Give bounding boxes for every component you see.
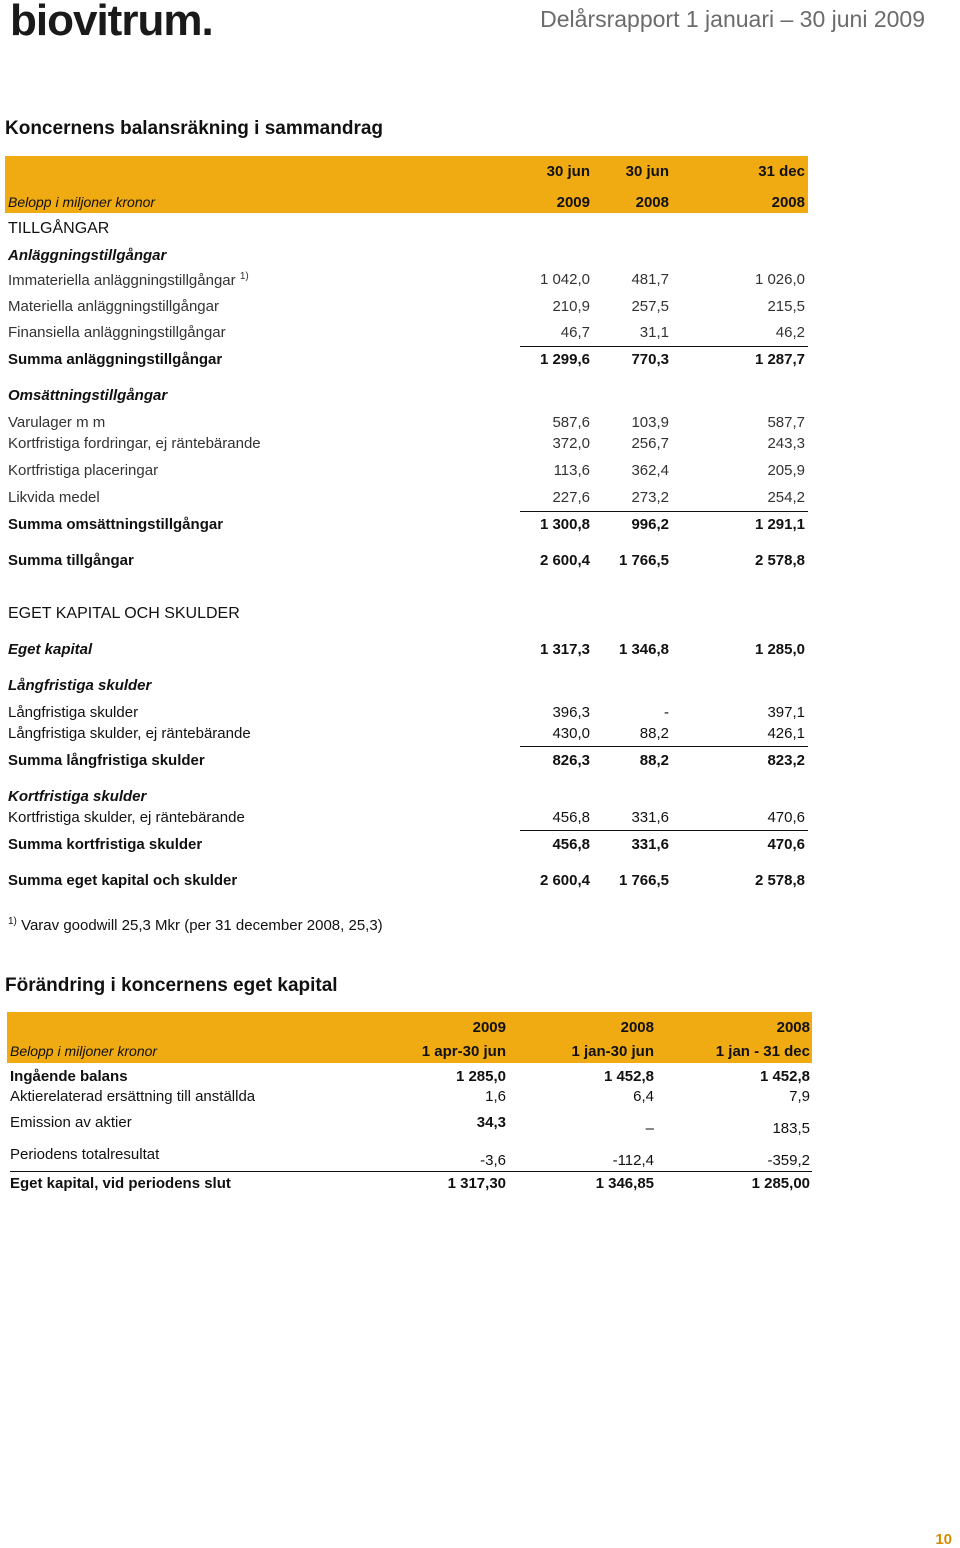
subtotal-rule xyxy=(520,346,808,347)
row-value-3: -359,2 xyxy=(767,1152,810,1169)
row-label: Långfristiga skulder, ej räntebärande xyxy=(8,725,251,742)
table-row xyxy=(8,516,808,536)
table-row xyxy=(8,872,808,892)
row-value-1: 113,6 xyxy=(553,462,590,479)
subtotal-rule xyxy=(520,746,808,747)
row-value-2: – xyxy=(645,1120,654,1137)
row-value-3: 470,6 xyxy=(767,836,805,853)
row-value-3: 1 285,0 xyxy=(754,641,805,658)
table-row xyxy=(8,462,808,482)
row-value-2: 1 346,85 xyxy=(595,1175,654,1192)
table-row xyxy=(10,1068,812,1088)
col-year-3: 2008 xyxy=(771,194,805,211)
row-label: Immateriella anläggningstillgångar $^{1)}$ xyxy=(8,271,249,289)
row-label: Kortfristiga skulder, ej räntebärande xyxy=(8,809,245,826)
footnote-ref: 1) xyxy=(239,271,249,282)
subtotal-rule xyxy=(520,830,808,831)
col-date-2: 30 jun xyxy=(625,163,669,180)
row-value-2: 770,3 xyxy=(631,351,669,368)
row-label: Varulager m m xyxy=(8,414,106,431)
current-heading-label: Omsättningstillgångar xyxy=(8,387,168,404)
eq-col-period-1: 1 apr-30 jun xyxy=(421,1043,506,1060)
noncurrent-heading-label: Anläggningstillgångar xyxy=(8,247,167,264)
balance-header-top-row xyxy=(8,163,808,183)
row-value-1: 210,9 xyxy=(552,298,590,315)
equity-liabilities-heading-label: EGET KAPITAL OCH SKULDER xyxy=(8,605,240,622)
row-value-1: 1 317,3 xyxy=(539,641,590,658)
eq-col-year-3: 2008 xyxy=(776,1019,810,1036)
row-label: Ingående balans xyxy=(10,1068,128,1085)
equity-change-title: Förändring i koncernens eget kapital xyxy=(5,975,338,996)
row-value-3: 1 285,00 xyxy=(751,1175,810,1192)
table-row xyxy=(8,414,808,434)
row-value-2: 88,2 xyxy=(639,725,669,742)
table-row xyxy=(8,298,808,318)
row-value-3: 205,9 xyxy=(767,462,805,479)
subtotal-rule xyxy=(520,511,808,512)
row-value-2: 331,6 xyxy=(631,809,669,826)
row-label: Kortfristiga fordringar, ej räntebärande xyxy=(8,435,261,452)
row-value-3: 7,9 xyxy=(789,1088,810,1105)
table-row xyxy=(8,641,808,661)
table-row xyxy=(8,752,808,772)
eq-unit-label: Belopp i miljoner kronor xyxy=(10,1043,158,1059)
row-value-1: 826,3 xyxy=(552,752,590,769)
row-value-2: 1 766,5 xyxy=(618,552,669,569)
equity-liabilities-heading xyxy=(8,605,808,625)
table-row xyxy=(10,1114,812,1137)
row-value-2: - xyxy=(664,704,669,721)
row-value-1: 1,6 xyxy=(485,1088,506,1105)
row-value-1: -3,6 xyxy=(480,1152,506,1169)
row-value-3: 2 578,8 xyxy=(754,552,805,569)
row-value-1: 1 317,30 xyxy=(447,1175,506,1192)
row-label: Summa omsättningstillgångar xyxy=(8,516,224,533)
row-value-1: 2 600,4 xyxy=(539,872,590,889)
row-label: Aktierelaterad ersättning till anställda xyxy=(10,1088,256,1105)
st-heading-label: Kortfristiga skulder xyxy=(8,788,147,805)
row-value-1: 456,8 xyxy=(552,809,590,826)
row-value-2: 103,9 xyxy=(631,414,669,431)
footnote-mark: 1) xyxy=(8,916,17,927)
row-value-1: 456,8 xyxy=(552,836,590,853)
row-value-3: 46,2 xyxy=(775,324,805,341)
assets-heading-label: TILLGÅNGAR xyxy=(8,220,110,237)
row-label: Summa tillgångar xyxy=(8,552,134,569)
row-value-3: 1 026,0 xyxy=(754,271,805,288)
unit-label: Belopp i miljoner kronor xyxy=(8,194,156,210)
row-label: Långfristiga skulder xyxy=(8,704,139,721)
row-value-2: 88,2 xyxy=(639,752,669,769)
assets-heading xyxy=(8,220,808,240)
row-value-3: 215,5 xyxy=(767,298,805,315)
table-row xyxy=(8,271,808,291)
footnote-text: Varav goodwill 25,3 Mkr (per 31 december 2008, 25,3) xyxy=(21,917,383,934)
row-label: Periodens totalresultat xyxy=(10,1146,160,1163)
table-row xyxy=(8,552,808,572)
row-value-1: 430,0 xyxy=(552,725,590,742)
biovitrum-logo: biovitrum. xyxy=(10,0,213,45)
row-value-3: 2 578,8 xyxy=(754,872,805,889)
row-label: Kortfristiga placeringar xyxy=(8,462,159,479)
row-value-2: 362,4 xyxy=(631,462,669,479)
row-value-2: -112,4 xyxy=(612,1152,654,1169)
row-value-1: 227,6 xyxy=(552,489,590,506)
eq-col-year-2: 2008 xyxy=(620,1019,654,1036)
row-label: Summa långfristiga skulder xyxy=(8,752,205,769)
row-value-2: 331,6 xyxy=(631,836,669,853)
eq-col-year-1: 2009 xyxy=(472,1019,506,1036)
lt-heading xyxy=(8,677,808,697)
row-value-2: 996,2 xyxy=(631,516,669,533)
col-date-1: 30 jun xyxy=(546,163,590,180)
current-heading xyxy=(8,387,808,407)
report-title: Delårsrapport 1 januari – 30 juni 2009 xyxy=(540,6,925,32)
table-row xyxy=(10,1146,812,1169)
row-value-2: 481,7 xyxy=(631,271,669,288)
balance-sheet-title: Koncernens balansräkning i sammandrag xyxy=(5,118,384,139)
page-number: 10 xyxy=(935,1531,952,1548)
row-value-1: 1 285,0 xyxy=(455,1068,506,1085)
row-value-2: 6,4 xyxy=(633,1088,654,1105)
row-value-1: 2 600,4 xyxy=(539,552,590,569)
row-value-1: 1 299,6 xyxy=(539,351,590,368)
row-value-1: 587,6 xyxy=(552,414,590,431)
row-value-2: 1 346,8 xyxy=(618,641,669,658)
row-label: Summa eget kapital och skulder xyxy=(8,872,238,889)
row-value-1: 46,7 xyxy=(560,324,590,341)
row-value-3: 587,7 xyxy=(767,414,805,431)
footnote xyxy=(8,916,383,934)
row-value-2: 1 452,8 xyxy=(603,1068,654,1085)
row-value-3: 243,3 xyxy=(767,435,805,452)
row-label: Eget kapital, vid periodens slut xyxy=(10,1175,231,1192)
row-value-3: 1 287,7 xyxy=(754,351,805,368)
row-label: Materiella anläggningstillgångar xyxy=(8,298,219,315)
row-label: Summa kortfristiga skulder xyxy=(8,836,203,853)
row-label: Emission av aktier xyxy=(10,1114,132,1131)
row-value-2: 256,7 xyxy=(631,435,669,452)
row-value-1: 34,3 xyxy=(476,1114,506,1131)
row-value-1: 372,0 xyxy=(552,435,590,452)
row-value-3: 183,5 xyxy=(772,1120,810,1137)
row-label: Likvida medel xyxy=(8,489,100,506)
table-row xyxy=(8,725,808,745)
balance-header-year-row xyxy=(8,194,808,214)
row-value-3: 426,1 xyxy=(767,725,805,742)
col-year-2: 2008 xyxy=(635,194,669,211)
table-row xyxy=(8,809,808,829)
equity-header-year-row xyxy=(10,1019,812,1039)
table-row xyxy=(10,1088,812,1108)
row-label: Summa anläggningstillgångar xyxy=(8,351,223,368)
row-label: Finansiella anläggningstillgångar xyxy=(8,324,226,341)
lt-heading-label: Långfristiga skulder xyxy=(8,677,152,694)
equity-header-period-row xyxy=(10,1043,812,1063)
row-value-2: 273,2 xyxy=(631,489,669,506)
table-row xyxy=(8,435,808,455)
noncurrent-heading xyxy=(8,247,808,267)
row-value-1: 1 042,0 xyxy=(539,271,590,288)
table-row xyxy=(8,704,808,724)
col-year-1: 2009 xyxy=(556,194,590,211)
row-value-1: 396,3 xyxy=(552,704,590,721)
row-label: Eget kapital xyxy=(8,641,93,658)
row-value-3: 470,6 xyxy=(767,809,805,826)
row-value-1: 1 300,8 xyxy=(539,516,590,533)
table-row xyxy=(8,836,808,856)
table-row xyxy=(10,1175,812,1195)
total-rule xyxy=(10,1171,812,1172)
table-row xyxy=(8,489,808,509)
st-heading xyxy=(8,788,808,808)
table-row xyxy=(8,351,808,371)
eq-col-period-2: 1 jan-30 jun xyxy=(571,1043,654,1060)
row-value-3: 254,2 xyxy=(767,489,805,506)
row-value-3: 1 452,8 xyxy=(759,1068,810,1085)
row-value-3: 397,1 xyxy=(767,704,805,721)
row-value-2: 31,1 xyxy=(639,324,669,341)
eq-col-period-3: 1 jan - 31 dec xyxy=(715,1043,810,1060)
row-value-3: 823,2 xyxy=(767,752,805,769)
col-date-3: 31 dec xyxy=(758,163,805,180)
row-value-2: 257,5 xyxy=(631,298,669,315)
row-value-3: 1 291,1 xyxy=(754,516,805,533)
table-row xyxy=(8,324,808,344)
row-value-2: 1 766,5 xyxy=(618,872,669,889)
